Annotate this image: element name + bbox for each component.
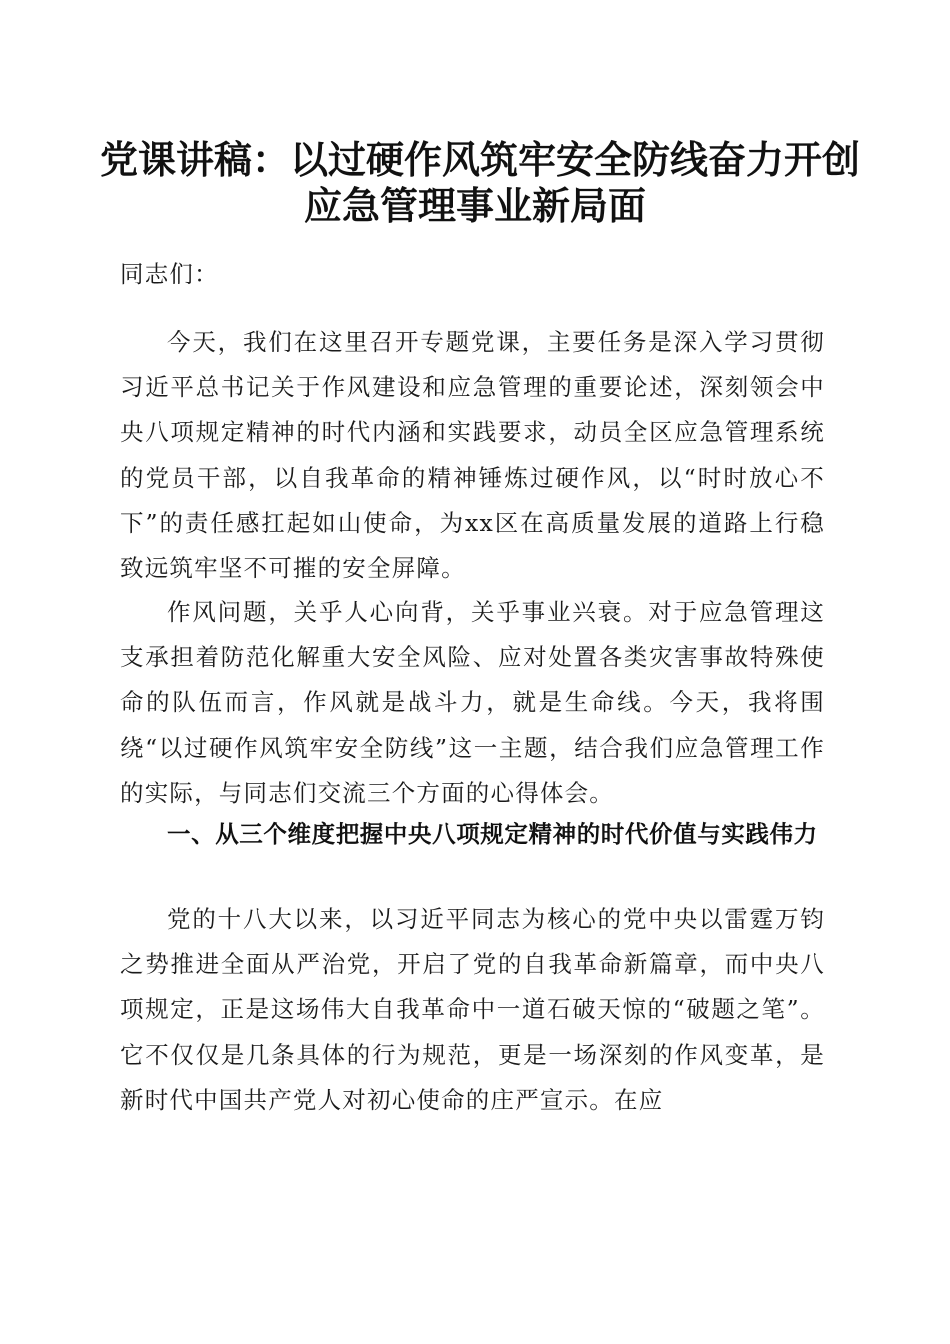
- salutation: 同志们：: [120, 260, 219, 288]
- paragraph-theme: 作风问题，关乎人心向背，关乎事业兴衰。对于应急管理这支承担着防范化解重大安全风险、应对处置各类灾害事故特殊使命的队伍而言，作风就是战斗力，就是生命线。今天，我将围绕“以过硬作风筑牢安全防线”这一主题，结合我们应急管理工作的实际，与同志们交流三个方面的心得体会。: [120, 598, 825, 807]
- section-heading-1: 一、从三个维度把握中央八项规定精神的时代价值与实践伟力: [167, 820, 818, 848]
- document-title-line-1: 党课讲稿：以过硬作风筑牢安全防线奋力开创: [100, 137, 861, 182]
- document-title-line-2: 应急管理事业新局面: [303, 183, 646, 228]
- section-1-paragraph: 党的十八大以来，以习近平同志为核心的党中央以雷霆万钧之势推进全面从严治党，开启了党的自我革命新篇章，而中央八项规定，正是这场伟大自我革命中一道石破天惊的“破题之笔”。它不仅仅是几条具体的行为规范，更是一场深刻的作风变革，是新时代中国共产党人对初心使命的庄严宣示。在应: [120, 905, 825, 1114]
- paragraph-intro: 今天，我们在这里召开专题党课，主要任务是深入学习贯彻习近平总书记关于作风建设和应急管理的重要论述，深刻领会中央八项规定精神的时代内涵和实践要求，动员全区应急管理系统的党员干部，以自我革命的精神锤炼过硬作风，以“时时放心不下”的责任感扛起如山使命，为xx区在高质量发展的道路上行稳致远筑牢坚不可摧的安全屏障。: [120, 328, 825, 583]
